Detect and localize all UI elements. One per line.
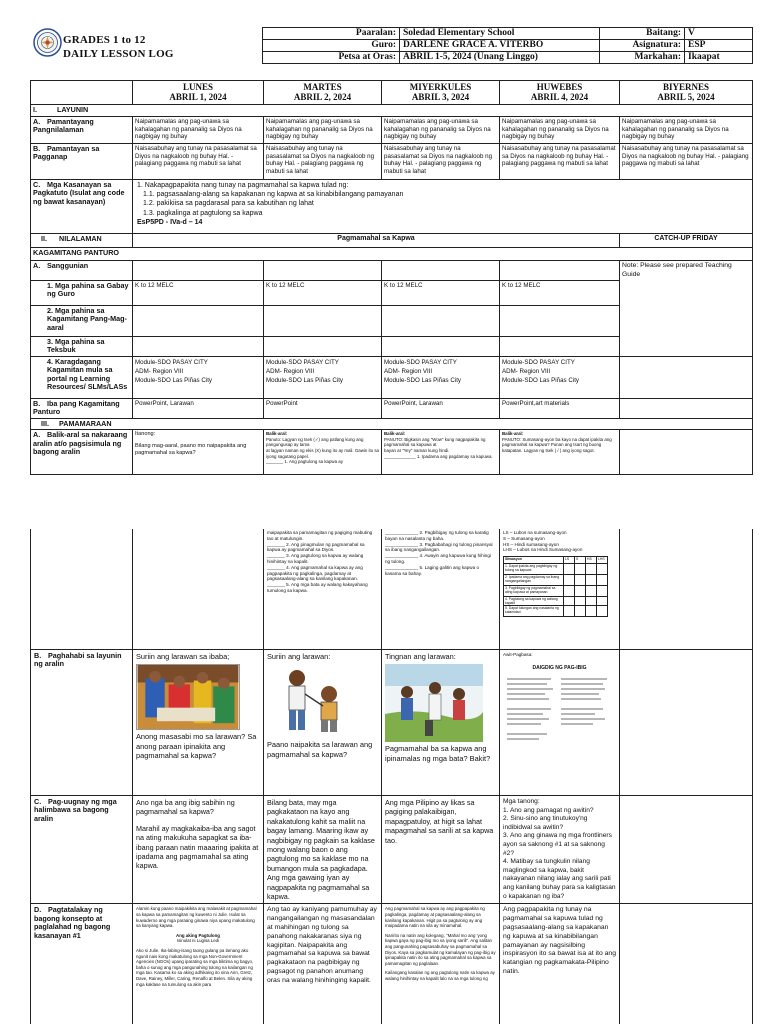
- cell-tb-thu: [500, 337, 620, 357]
- lesson-log-table: [30, 80, 753, 475]
- day-header-tue: MARTES ABRIL 2, 2024: [264, 81, 382, 105]
- song-title: DAIGDIG NG PAG-IBIG: [532, 664, 587, 671]
- cell-km-thu: [500, 306, 620, 337]
- cell-ba-thu: Balik-aral: PANUTO: Sumasang-ayon ba kayo na dapat ipakita ang pagmamahal sa kapwa? Punan ang tsart ng buong katapatan. Lagyan ng tsek ( / ) ang iyong sagot.: [500, 430, 620, 475]
- kasanayan-line-2: 1.2. pakikiisa sa pagdarasal para sa kabutihan ng lahat: [143, 200, 314, 208]
- document-title: [63, 33, 174, 61]
- kasanayan-line-0: 1. Nakapagpapakita nang tunay na pagmamahal sa kapwa tulad ng:: [137, 182, 349, 189]
- cell-ph-mon: Suriin ang larawan sa ibaba; Anong masasabi mo sa larawan? Sa anong paraan ipinakita ang pagmamahal sa kapwa?: [133, 650, 264, 796]
- date-value: ABRIL 1-5, 2024 (Unang Linggo): [400, 52, 600, 64]
- cell-pp-tue: Naipamamalas ang pag-unawa sa kahalagahan ng pananalig sa Diyos na nagbigay ng buhay: [264, 117, 382, 144]
- song-lyrics-image: [503, 675, 613, 745]
- cell-pt-fri: [620, 904, 753, 1024]
- grade-value: V: [685, 28, 753, 40]
- title-line-2: DAILY LESSON LOG: [63, 48, 174, 60]
- cell-ph-wed: Tingnan ang larawan: Pagmamahal ba sa kapwa ang ipinamalas ng mga bata? Bakit?: [382, 650, 500, 796]
- cell-ph-thu: Awit-Pagbasa: DAIGDIG NG PAG-IBIG: [500, 650, 620, 796]
- header-info-table: [262, 27, 753, 64]
- cell-pg-wed: Naisasabuhay ang tunay na pasasalamat sa Diyos na nagkaloob ng buhay Hal. - palagiang paggawa ng mabuti sa lahat: [382, 144, 500, 180]
- cell-gabay-mon: K to 12 MELC: [133, 281, 264, 306]
- teacher-value: DARLENE GRACE A. VITERBO: [400, 40, 600, 52]
- cell-pp-thu: Naipamamalas ang pag-unawa sa kahalagahan ng pananalig sa Diyos na nagbigay ng buhay: [500, 117, 620, 144]
- label-teksbuk: 3. Mga pahina sa Teksbuk: [31, 337, 133, 357]
- cell-kar-wed: Module-SDO PASAY CITY ADM- Region VIII Module-SDO Las Piñas City: [382, 356, 500, 398]
- kasanayan-code: EsP5PD - IVa-d – 14: [137, 218, 203, 226]
- label-pag-uugnay: C. Pag-uugnay ng mga halimbawa sa bagong aralin: [31, 796, 133, 904]
- cell-pp-fri: Naipamamalas ang pag-unawa sa kahalagahan ng pananalig sa Diyos na nagbigay ng buhay: [620, 117, 753, 144]
- cell-catch-up-friday: CATCH-UP FRIDAY: [620, 234, 753, 248]
- cell-pt-thu: Ang pagpapakita ng tunay na pagmamahal sa kapuwa tulad ng pagsasaalang-alang sa kapakanan ng kapuwa at sa kinabibilangan pamayanan ay nagsisilbing inspirasyon ito sa bawat isa at ito ang katangian ng pagkamakata-Pilipino natin.: [500, 904, 620, 1024]
- grade-label: Baitang:: [600, 28, 685, 40]
- label-sanggunian: A. Sanggunian: [31, 261, 133, 281]
- cell-km-mon: [133, 306, 264, 337]
- cell-kar-fri: [620, 356, 753, 398]
- cell-kasanayan: [133, 180, 753, 234]
- cell-iba-tue: PowerPoint: [264, 398, 382, 418]
- cell-gabay-thu: K to 12 MELC: [500, 281, 620, 306]
- cont-mon: [133, 529, 264, 650]
- label-mga-kasanayan: C. Mga Kasanayan sa Pagkatuto (Isulat ang code ng bawat kasanayan): [31, 180, 133, 234]
- cell-pt-mon: Alamin kung paano maipakikita ang malasakit at pagmamahal sa kapwa sa pamamagitan ng kuwento ni Julie. Isulat sa kuwaderno ang mga paraang ginawa niya upang makatulong sa kanyang kapwa. Ang aking Pagtulong Isinulat ni Lugisa Ledi Ako si Julie. Ika-labing-isang taong gulang pa lamang ako ngunit nais kong makatulong sa mga Non-Government Agencies (NGOs) upang iparating sa mga biktima ng bagyo, baha o sunog ang mga pangunahing tulong na kailangan ng mga tao. Kasama ko sa aking adhikaing ito sina Ann, Gretz, Dave, Rainey, Miller, Caring, Renalfo at Belen. Sila ay aking mga kaklase na tumulong sa akin para: [133, 904, 264, 1024]
- cell-ph-tue: Suriin ang larawan: Paano naipakita sa larawan ang pagmamahal sa kapwa?: [264, 650, 382, 796]
- cell-iba-mon: PowerPoint, Larawan: [133, 398, 264, 418]
- day-header-thu: HUWEBES ABRIL 4, 2024: [500, 81, 620, 105]
- cont-thu: LS – Lubos na sumasang-ayon S – Sumasang-ayon HS – Hindi sumasang-ayon LHS – Lubos na Hindi Sumasang-ayon Sitwasyon LS S HS LHS 1. Dapat ipakita ang pagbibigay ng tulong sa kapuwa 2. Ipadama ang pagdamay sa ibang nangangailangan 3. Pagbibigay ng pagmamahal sa ating kapuwa at pamayanan 4. Pagtulong sa kapuwa ng walang kapalit 5. Dapat tulungan ang nasalanta ng kalamidad: [500, 529, 620, 650]
- cell-pu-thu: Mga tanong: 1. Ano ang pamagat ng awitin? 2. Sinu-sino ang tinutukoy'ng indibidwal sa awitin? 3. Ano ang ginawa ng mga frontliners ayon sa saknong #1 at sa saknong #2? 4. Matibay sa tungkulin nilang maglingkod sa kapwa, bakit nakayanan nilang ialay ang sarili pati ang kanilang buhay para sa kaligtasan o kapakanan ng iba?: [500, 796, 620, 904]
- title-line-1: GRADES 1 to 12: [63, 34, 146, 46]
- kasanayan-line-3: 1.3. pagkalinga at pagtulong sa kapwa: [143, 209, 263, 217]
- cell-iba-thu: PowerPoint,art materials: [500, 398, 620, 418]
- page-gap: [0, 492, 768, 529]
- cell-pt-tue: Ang tao ay kaniyang pamumuhay ay nangangailangan ng masasandalan at mahihingan ng tulong sa panahong nakakaranas siya ng kagipitan. Naipapakita ang pagmamahal sa kapuwa sa bawat pagkakataon na pagbibigay ng pagsagot ng panahon anumang oras na walang hinihinging kapalit.: [264, 904, 382, 1024]
- cell-pu-mon: Ano nga ba ang ibig sabihin ng pagmamahal sa kapwa? Marahil ay magkakaiba-iba ang sagot na ating makukuha sapagkat sa iba-ibang paraan natin maaaring ipakita at ipadama ang pagmamahal sa ating kapwa.: [133, 796, 264, 904]
- label-kagamitang-mag-aaral: 2. Mga pahina sa Kagamitang Pang-Mag-aaral: [31, 306, 133, 337]
- cell-tb-wed: [382, 337, 500, 357]
- cell-pg-mon: Naisasabuhay ang tunay na pasasalamat sa Diyos na nagkaloob ng buhay Hal. - palagiang paggawa ng mabuti sa lahat: [133, 144, 264, 180]
- cell-tb-tue: [264, 337, 382, 357]
- cont-label-cell: [31, 529, 133, 650]
- day-header-fri: BIYERNES ABRIL 5, 2024: [620, 81, 753, 105]
- day-header-mon: LUNES ABRIL 1, 2024: [133, 81, 264, 105]
- cell-tb-mon: [133, 337, 264, 357]
- teacher-label: Guro:: [263, 40, 400, 52]
- day-header-wed: MIYERKULES ABRIL 3, 2024: [382, 81, 500, 105]
- section-layunin: I. LAYUNIN: [31, 105, 753, 117]
- school-label: Paaralan:: [263, 28, 400, 40]
- cell-sang-note: Note: Please see prepared Teaching Guide: [620, 261, 753, 357]
- cell-kar-mon: Module-SDO PASAY CITY ADM- Region VIII Module-SDO Las Piñas City: [133, 356, 264, 398]
- section-kagamitang-panturo: KAGAMITANG PANTURO: [31, 248, 753, 261]
- label-paghahabi: B. Paghahabi sa layunin ng aralin: [31, 650, 133, 796]
- cell-gabay-wed: K to 12 MELC: [382, 281, 500, 306]
- cell-ph-fri: [620, 650, 753, 796]
- cell-pu-tue: Bilang bata, may mga pagkakataon na kayo ang nakakatulong kahit sa maliit na bagay lamang. Maaring ikaw ay nagbibigay ng pagkain sa kaklase mong walang baon o ang pagtulong mo sa kaklase mo na bumangon mula sa pagkadapa. Ang mga gawaing iyan ay nagpapakita ng pagmamahal sa kapwa.: [264, 796, 382, 904]
- cell-sang-tue: [264, 261, 382, 281]
- helping-illustration: [267, 664, 359, 738]
- page-1: [0, 0, 768, 492]
- cell-ba-tue: Balik-aral: Panuto: Lagyan ng tsek (✓) ang patlang kung ang pangungusap ay tama at lagyan naman ng ekis (X) kung ito ay mali. Gawin ito sa iyong sagutang papel. _______ 1. Ang pagtulong sa kapwa ay: [264, 430, 382, 475]
- label-balik-aral: A. Balik-aral sa nakaraang aralin at/o pagsisimula ng bagong aralin: [31, 430, 133, 475]
- cell-km-wed: [382, 306, 500, 337]
- kasanayan-line-1: 1.1. pagsasaalang-alang sa kapakanan ng kapwa at sa kinabibilangang pamayanan: [143, 191, 404, 199]
- section-pamamaraan: III. PAMAMARAAN: [31, 418, 753, 429]
- cell-gabay-tue: K to 12 MELC: [264, 281, 382, 306]
- subject-label: Asignatura:: [600, 40, 685, 52]
- cell-kar-tue: Module-SDO PASAY CITY ADM- Region VIII Module-SDO Las Piñas City: [264, 356, 382, 398]
- agreement-chart: Sitwasyon LS S HS LHS 1. Dapat ipakita ang pagbibigay ng tulong sa kapuwa 2. Ipadama ang pagdamay sa ibang nangangailangan 3. Pagbibigay ng pagmamahal sa ating kapuwa at pamayanan 4. Pagtulong sa kapuwa ng walang kapalit 5. Dapat tulungan ang nasalanta ng kalamidad: [503, 556, 608, 617]
- label-gabay-guro: 1. Mga pahina sa Gabay ng Guro: [31, 281, 133, 306]
- cell-pg-fri: Naisasabuhay ang tunay na pasasalamat sa Diyos na nagkaloob ng buhay Hal. - palagiang paggawa ng mabuti sa lahat: [620, 144, 753, 180]
- cont-fri: [620, 529, 753, 650]
- cell-ba-wed: Balik-aral: PANUTO: Bigkasin ang "Wow" kung nagpapakita ng pagmamahal sa kapuwa at bayan at "Yey" naman kung hindi. _____________ 1. Ipadama ang pagdamay sa kapuwa.: [382, 430, 500, 475]
- date-label: Petsa at Oras:: [263, 52, 400, 64]
- quarter-label: Markahan:: [600, 52, 685, 64]
- rescue-photo: [136, 664, 240, 730]
- subject-value: ESP: [685, 40, 753, 52]
- cell-sang-wed: [382, 261, 500, 281]
- label-pamantayan-sa-pagganap: B. Pamantayan sa Pagganap: [31, 144, 133, 180]
- label-iba-pang-kagamitan: B. Iba pang Kagamitang Panturo: [31, 398, 133, 418]
- cell-pu-fri: [620, 796, 753, 904]
- cell-nilalaman: Pagmamahal sa Kapwa: [133, 234, 620, 248]
- cell-pg-thu: Naisasabuhay ang tunay na pasasalamat sa Diyos na nagkaloob ng buhay Hal. - palagiang paggawa ng mabuti sa lahat: [500, 144, 620, 180]
- cell-pg-tue: Naisasabuhay ang tunay na pasasalamat sa Diyos na nagkaloob ng buhay Hal. - palagiang paggawa ng mabuti sa lahat: [264, 144, 382, 180]
- cell-km-tue: [264, 306, 382, 337]
- label-nilalaman: II. NILALAMAN: [31, 234, 133, 248]
- cell-kar-thu: Module-SDO PASAY CITY ADM- Region VIII Module-SDO Las Piñas City: [500, 356, 620, 398]
- cell-iba-fri: [620, 398, 753, 418]
- page-2: [0, 529, 768, 1024]
- children-illustration: [385, 664, 483, 742]
- cell-pp-mon: Naipamamalas ang pag-unawa sa kahalagahan ng pananalig sa Diyos na nagbigay ng buhay: [133, 117, 264, 144]
- school-value: Soledad Elementary School: [400, 28, 600, 40]
- cell-pt-wed: Ang pagmamahal sa kapwa ay ang pagpapakita ng pagkalinga, pagdamay at pagsasaalang-alang sa kanilang kapakanan. Higit pa sa pagtulong ay ang maipadama natin na sila ay minamahal. Naririto na natin ang kolegang, "Mahal mo ang 'yong kapwa gaya ng pag-ibig mo sa iyong sarili". Ang salitan ang pangunahing pagsasabuhay sa pagmamahal sa Diyos. Kaya sa pagkamulat ng kamalayan ng pag-ibig ay ipinapakita natin ito sa ating pagmamahal sa kapwa sa pamamagitan ng paglalaan. Kailangang kasalan ng ang pagtulong natin sa kapwa ay walang hinihintay na kapalit lalo na sa mga tulong ng: [382, 904, 500, 1024]
- lesson-log-table-continued: [30, 529, 753, 1024]
- label-pamantayang-pangnilalaman: A. Pamantayang Pangnilalaman: [31, 117, 133, 144]
- cell-ba-mon: Itanong: Bilang mag-aaral, paano mo naipapakita ang pagmamahal sa kapwa?: [133, 430, 264, 475]
- cell-ba-fri: [620, 430, 753, 475]
- cell-iba-wed: PowerPoint, Larawan: [382, 398, 500, 418]
- cell-sang-mon: [133, 261, 264, 281]
- cell-sang-thu: [500, 261, 620, 281]
- deped-seal-icon: [33, 28, 62, 57]
- cell-pp-wed: Naipamamalas ang pag-unawa sa kahalagahan ng pananalig sa Diyos na nagbigay ng buhay: [382, 117, 500, 144]
- label-pagtatalakay: D. Pagtatalakay ng bagong konsepto at paglalahad ng bagong kasanayan #1: [31, 904, 133, 1024]
- corner-cell: [31, 81, 133, 105]
- cont-tue: maipapakita sa pamamagitan ng pagiging mabuting tao at matulungin. _______ 2. Ang pinagmulan ng pagmamahal sa kapwa ay pagmamahal sa Diyos. _______ 3. Ang pagtulong sa kapwa ay walang hinihintay na kapalit. _______ 4. Ang pagmamahal sa kapwa ay ang pagpapakita ng pagkalinga, pagdamay at pagsasaalang-alang sa kanilang kapakanan. _______ 5. Ang mga bata ay walang kakayahang tumulong sa kapwa.: [264, 529, 382, 650]
- quarter-value: Ikaapat: [685, 52, 753, 64]
- cell-pu-wed: Ang mga Pilipino ay likas sa pagiging palakaibigan, mapagpatuloy, at higit sa lahat mapagmahal sa sarili at sa kapwa tao.: [382, 796, 500, 904]
- cont-wed: _____________ 2. Pagbibigay ng tulong sa karatig bayan na nasalanta ng baha. _____________ 3. Pagbabahagi ng tulong pinansyal sa ibang nangangailangan. _____________ 4. Awayin ang kapuwa kung hihingi ng tulong. _____________ 5. Laging galitin ang kapwa o kasama sa bahay.: [382, 529, 500, 650]
- label-karagdagang: 4. Karagdagang Kagamitan mula sa portal ng Learning Resources/ SLMs/LASs: [31, 356, 133, 398]
